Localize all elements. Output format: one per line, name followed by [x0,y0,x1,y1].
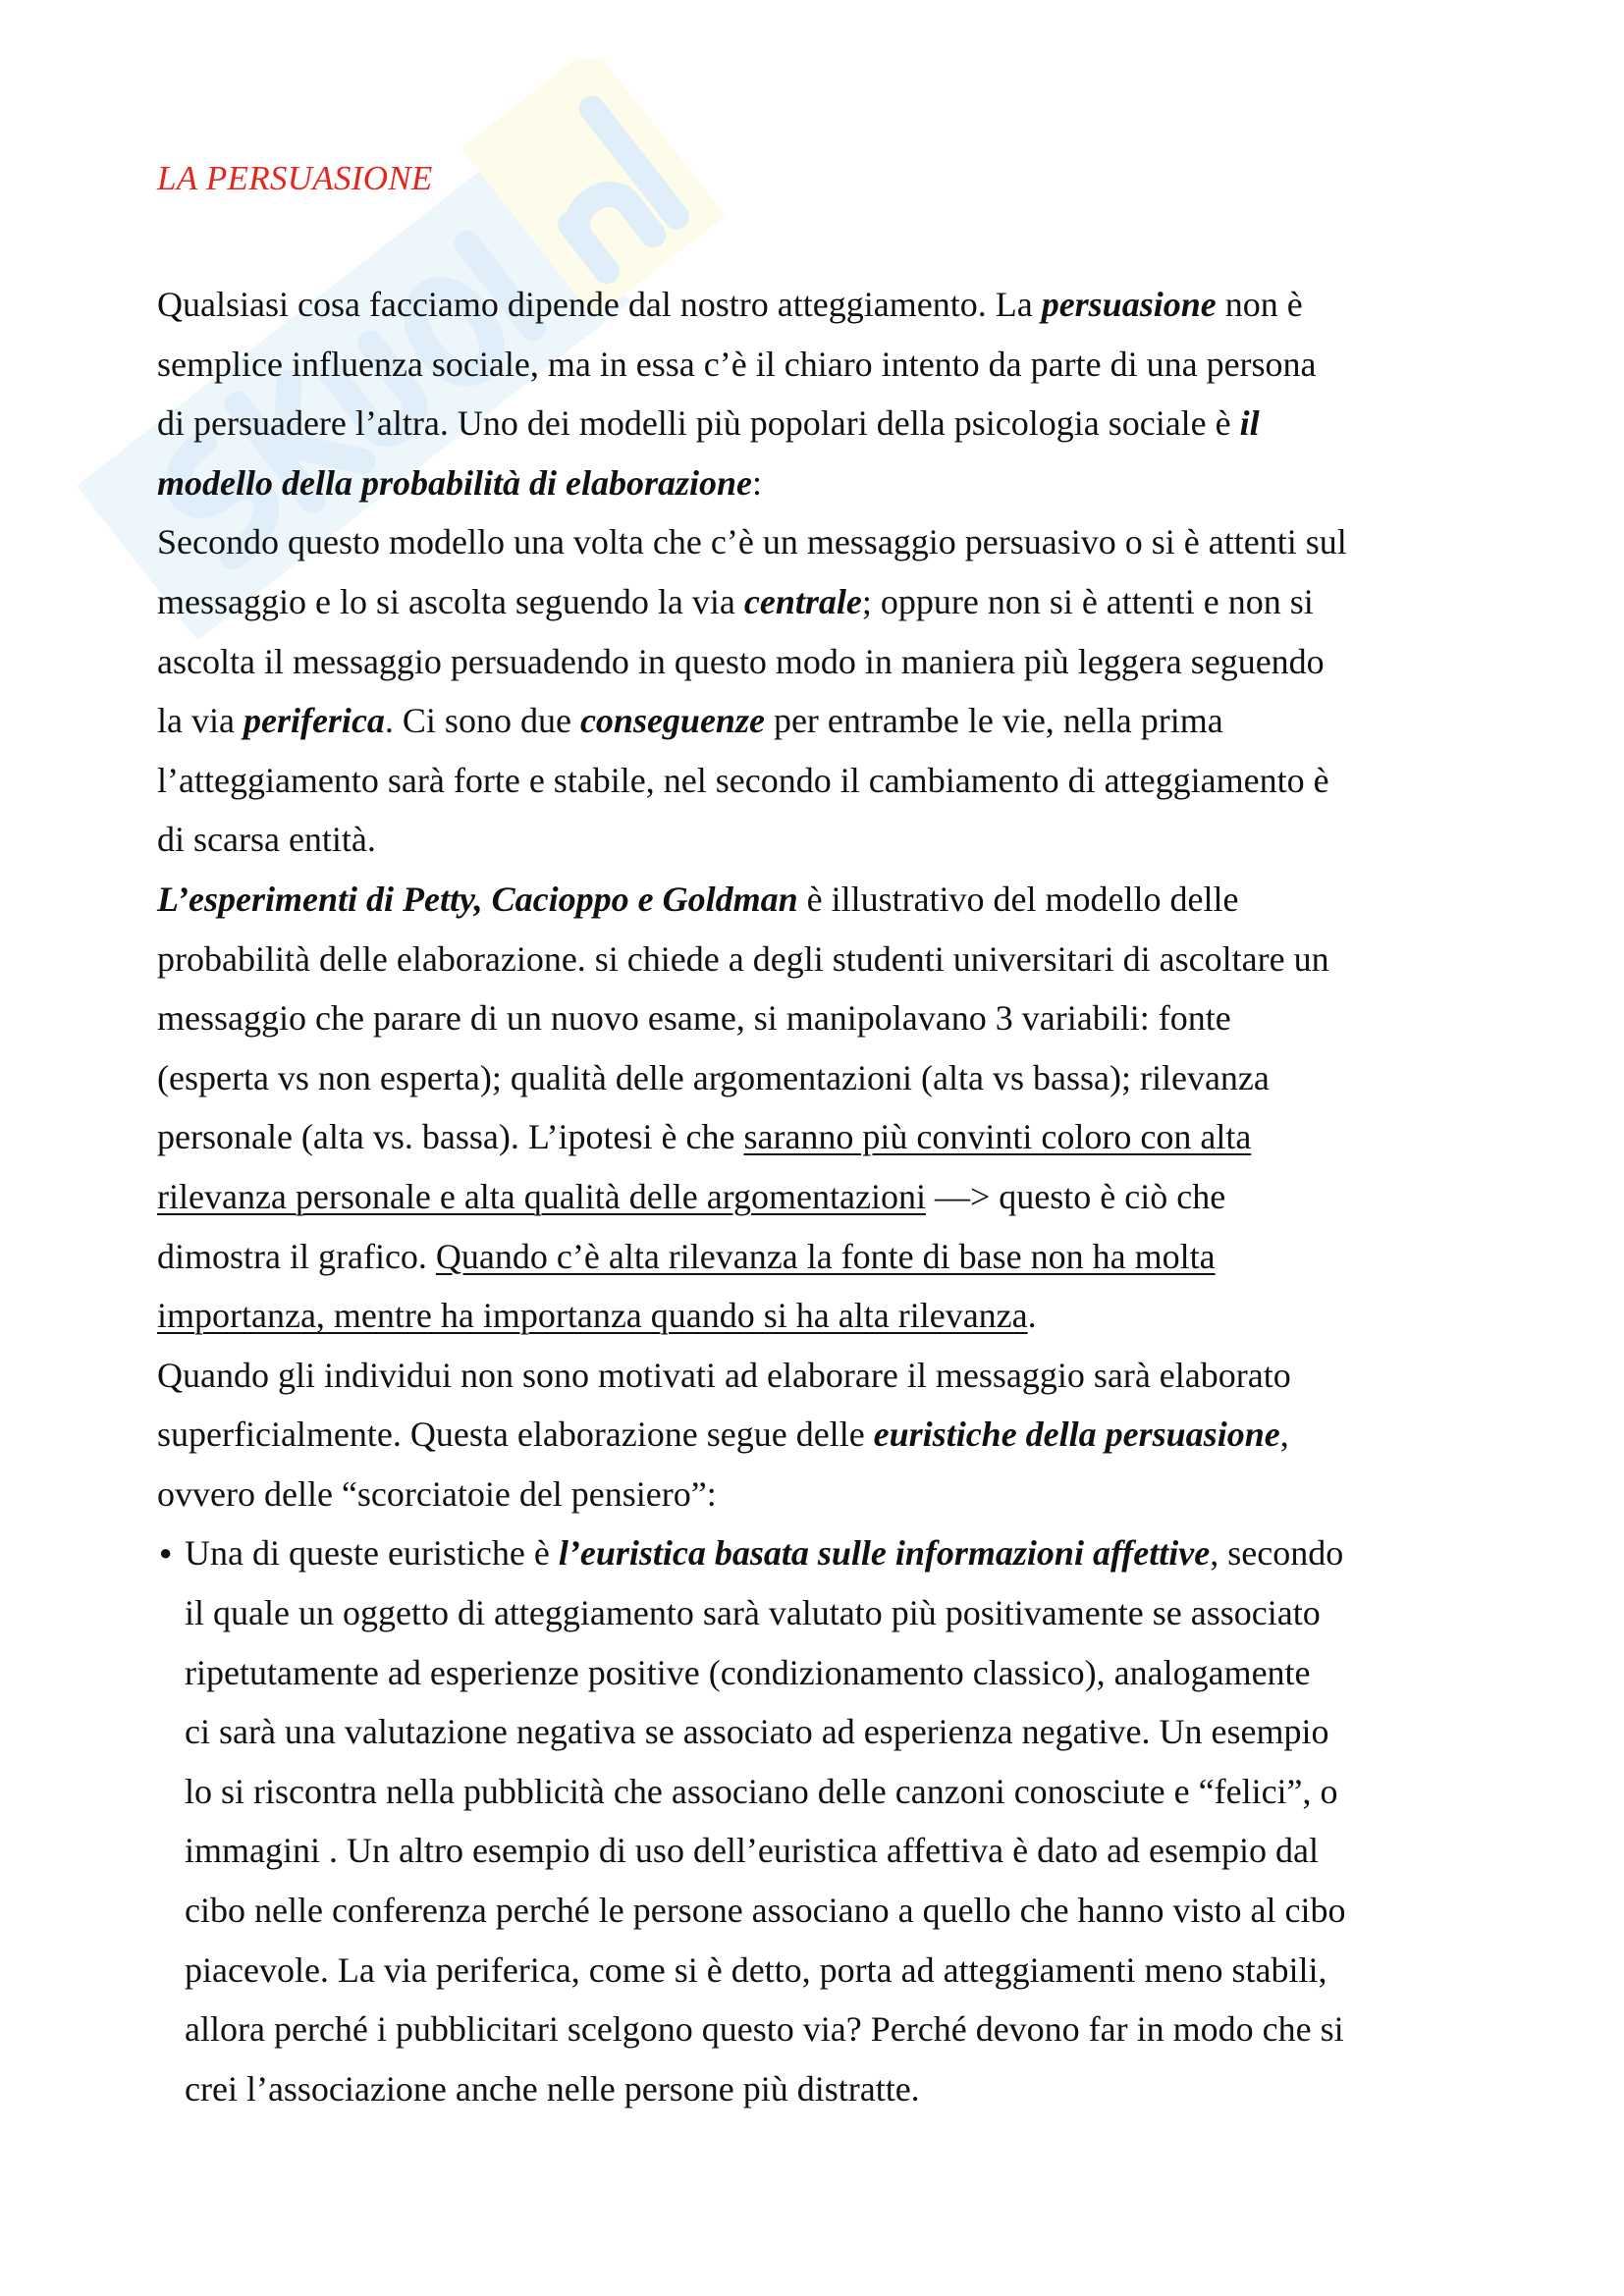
text-line [157,1107,1526,1167]
text-run: ci sarà una valutazione negativa se associato ad esperienza negative. Un esempio [185,1712,1329,1752]
text-run: allora perché i pubblicitari scelgono questo via? Perché devono far in modo che si [185,2009,1344,2050]
text-run: , [1279,1415,1289,1455]
text-line [157,1762,1526,1822]
text-run: non è [1216,285,1303,324]
text-run: . Ci sono due [384,701,580,741]
text-run: : [752,462,763,503]
text-run: probabilità delle elaborazione. si chiede a degli studenti universitari di ascoltare un [157,938,1329,979]
text-run: dimostra il grafico. [157,1236,436,1276]
text-run: per entrambe le vie, nella prima [764,701,1223,741]
text-run: (esperta vs non esperta); qualità delle argomentazioni (alta vs bassa); rilevanza [157,1057,1270,1097]
text-line [157,1405,1526,1465]
text-run: immagini . Un altro esempio di uso dell’euristica affettiva è dato ad esempio dal [185,1831,1320,1871]
text-line [157,572,1526,632]
text-line [157,988,1526,1048]
text-line [157,454,1526,513]
text-line [157,2059,1526,2119]
text-line [157,930,1526,989]
text-line [157,810,1526,870]
text-line [157,632,1526,692]
text-line [157,335,1526,395]
text-run: è illustrativo del modello delle [797,879,1239,919]
text-run: di scarsa entità. [157,820,376,860]
text-line [157,1346,1526,1406]
emphasized-text: l’euristica basata sulle informazioni affettive [558,1533,1211,1574]
document-body [157,275,1526,2118]
text-run: piacevole. La via periferica, come si è detto, porta ad atteggiamenti meno stabili, [185,1949,1327,1990]
underlined-text: saranno più convinti coloro con alta [743,1117,1252,1157]
emphasized-text: il [1239,403,1260,444]
text-run: messaggio che parare di un nuovo esame, si manipolavano 3 variabili: fonte [157,998,1231,1039]
text-run: Secondo questo modello una volta che c’è un messaggio persuasivo o si è attenti sul [157,522,1347,562]
text-line [157,1881,1526,1941]
emphasized-text: modello della probabilità di elaborazione [157,462,752,503]
text-run: ; oppure non si è attenti e non si [861,581,1314,621]
emphasized-text: centrale [743,581,862,621]
text-run: ovvero delle “scorciatoie del pensiero”: [157,1473,717,1514]
text-run: semplice influenza sociale, ma in essa c’è il chiaro intento da parte di una persona [157,344,1317,384]
text-run: personale (alta vs. bassa). L’ipotesi è che [157,1117,744,1157]
page-title: LA PERSUASIONE [157,159,433,197]
text-line [157,1227,1526,1287]
text-line [157,1583,1526,1643]
text-line [157,691,1526,751]
underlined-text: importanza, mentre ha importanza quando si ha alta rilevanza [157,1296,1028,1336]
emphasized-text: L’esperimenti di Petty, Cacioppo e Goldman [157,879,798,919]
text-run: crei l’associazione anche nelle persone più distratte. [185,2068,920,2109]
text-run: . [1027,1296,1037,1336]
text-run: cibo nelle conferenza perché le persone associano a quello che hanno visto al cibo [185,1891,1346,1931]
text-line [157,1821,1526,1881]
text-line [157,2000,1526,2059]
emphasized-text: persuasione [1041,285,1217,324]
text-run: —> questo è ciò che [925,1176,1226,1216]
text-line [157,1702,1526,1762]
emphasized-text: periferica [243,701,385,741]
text-line [157,870,1526,930]
text-line [157,1941,1526,2001]
text-line [157,512,1526,572]
emphasized-text: conseguenze [579,701,765,741]
text-run: Quando gli individui non sono motivati ad elaborare il messaggio sarà elaborato [157,1355,1291,1395]
text-line [157,275,1526,335]
text-line [157,751,1526,811]
text-line [157,1048,1526,1108]
text-run: la via [157,701,244,741]
text-line [157,394,1526,454]
text-run: ripetutamente ad esperienze positive (condizionamento classico), analogamente [185,1652,1311,1692]
text-line [157,1643,1526,1703]
text-run: messaggio e lo si ascolta seguendo la via [157,581,744,621]
bullet-icon: ● [159,1540,173,1566]
text-run: ascolta il messaggio persuadendo in questo modo in maniera più leggera seguendo [157,641,1325,681]
text-run: Una di queste euristiche è [185,1533,559,1574]
text-run: superficialmente. Questa elaborazione segue delle [157,1415,874,1455]
text-run: , secondo [1210,1533,1344,1574]
text-run: Qualsiasi cosa facciamo dipende dal nostro atteggiamento. La [157,285,1042,324]
text-run: il quale un oggetto di atteggiamento sarà valutato più positivamente se associato [185,1593,1321,1633]
text-run: l’atteggiamento sarà forte e stabile, nel secondo il cambiamento di atteggiamento è [157,760,1329,800]
text-line [157,1167,1526,1227]
emphasized-text: euristiche della persuasione [873,1415,1280,1455]
text-line [157,1286,1526,1346]
underlined-text: Quando c’è alta rilevanza la fonte di base non ha molta [435,1236,1216,1276]
underlined-text: rilevanza personale e alta qualità delle argomentazioni [157,1176,926,1216]
text-run: di persuadere l’altra. Uno dei modelli più popolari della psicologia sociale è [157,403,1240,444]
text-run: lo si riscontra nella pubblicità che associano delle canzoni conosciute e “felici”, o [185,1771,1338,1811]
bullet-list-item [157,1523,1526,1583]
text-line [157,1465,1526,1524]
